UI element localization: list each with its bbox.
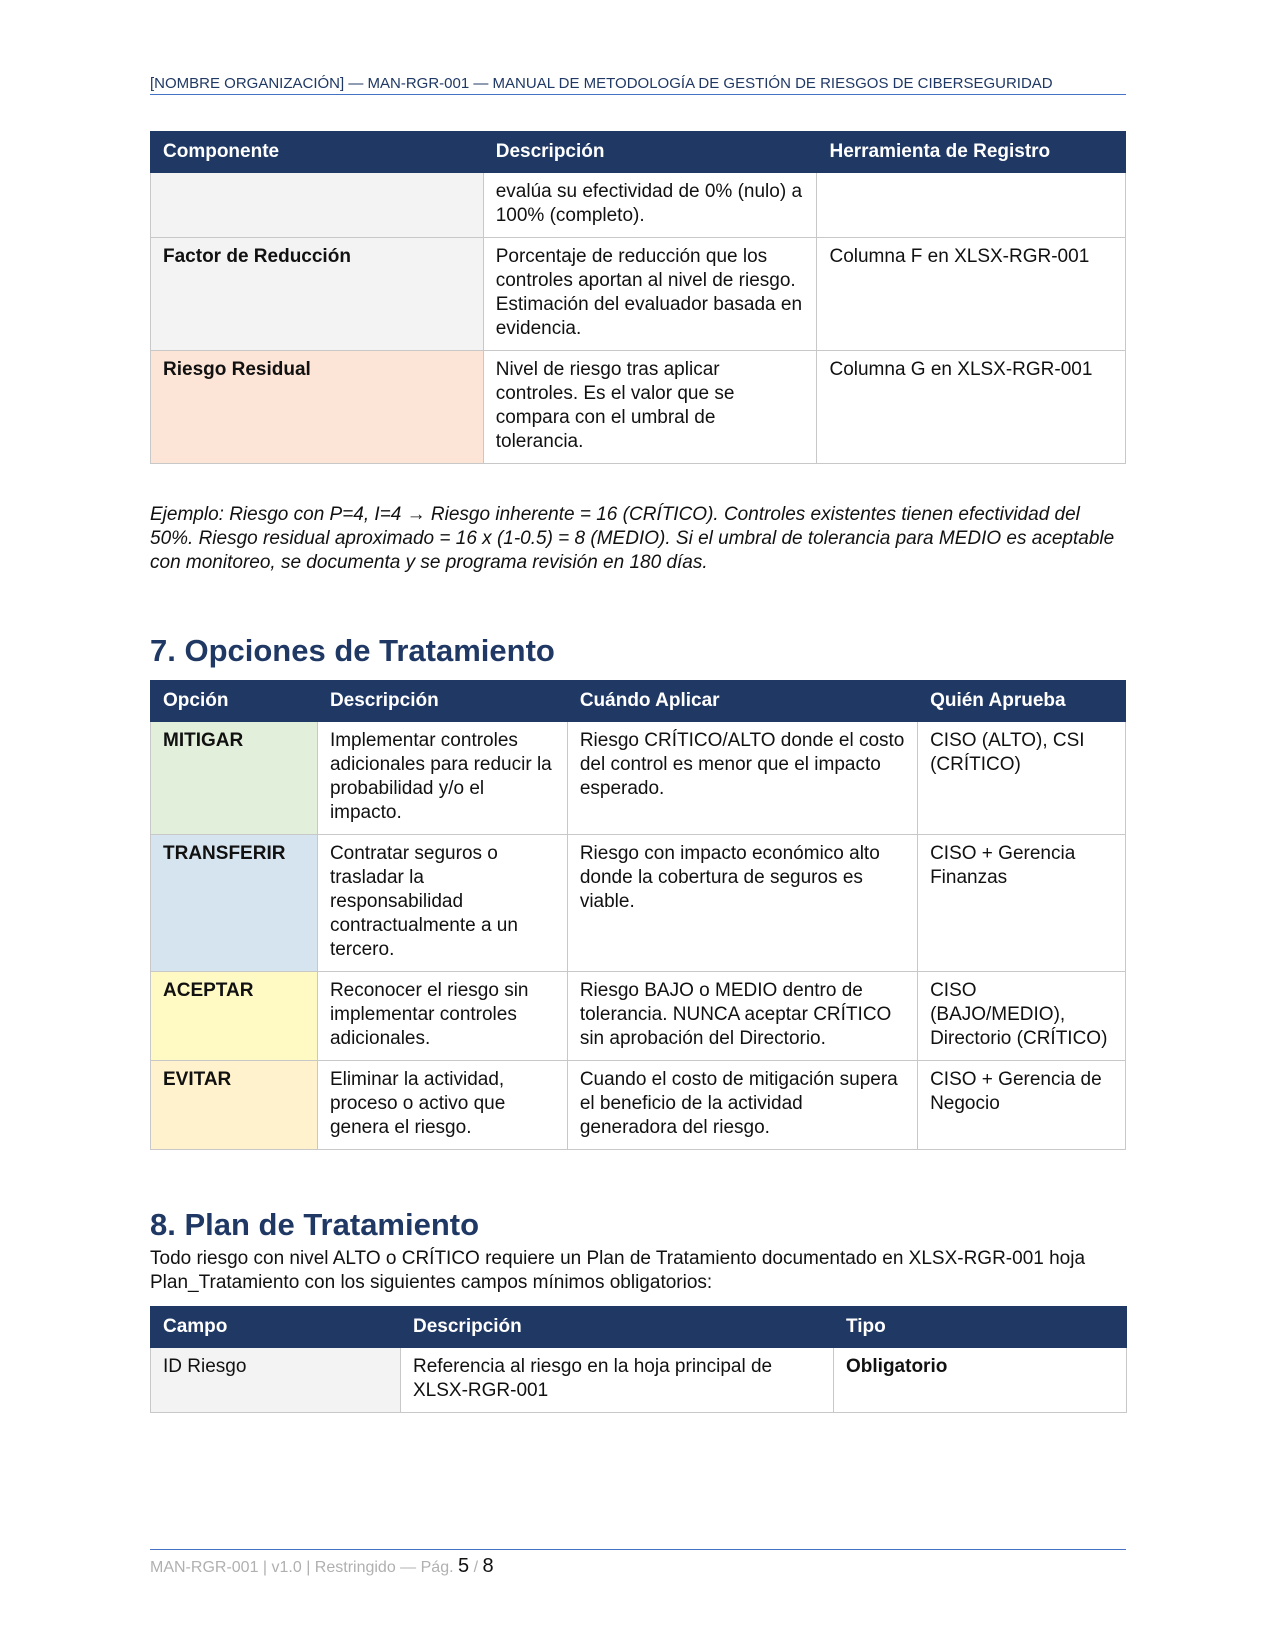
component-name: Factor de Reducción [151,238,484,351]
option-description: Eliminar la actividad, proceso o activo que genera el riesgo. [317,1061,567,1150]
column-header: Cuándo Aplicar [567,681,917,722]
option-when: Riesgo con impacto económico alto donde la cobertura de seguros es viable. [567,835,917,972]
component-name: Riesgo Residual [151,351,484,464]
option-approver: CISO (ALTO), CSI (CRÍTICO) [918,722,1126,835]
column-header: Descripción [483,132,817,173]
treatment-options-table [150,680,1126,1150]
option-when: Riesgo BAJO o MEDIO dentro de tolerancia. NUNCA aceptar CRÍTICO sin aprobación del Directorio. [567,972,917,1061]
component-description: evalúa su efectividad de 0% (nulo) a 100% (completo). [483,173,817,238]
document-page [150,0,1126,1413]
column-header: Descripción [401,1307,834,1348]
option-when: Riesgo CRÍTICO/ALTO donde el costo del control es menor que el impacto esperado. [567,722,917,835]
column-header: Quién Aprueba [918,681,1126,722]
option-name: ACEPTAR [151,972,318,1061]
table-row [151,351,1126,464]
treatment-plan-fields-table [150,1306,1127,1413]
footer-text: MAN-RGR-001 | v1.0 | Restringido — Pág. [150,1559,454,1576]
table-row [151,1348,1127,1413]
column-header: Componente [151,132,484,173]
option-name: TRANSFERIR [151,835,318,972]
section-8-intro: Todo riesgo con nivel ALTO o CRÍTICO requiere un Plan de Tratamiento documentado en XLSX-RGR-001 hoja Plan_Tratamiento con los siguientes campos mínimos obligatorios: [150,1248,1086,1293]
section-8-heading: 8. Plan de Tratamiento [150,1207,480,1242]
option-name: EVITAR [151,1061,318,1150]
table-header-row [151,132,1126,173]
table-row [151,173,1126,238]
table-row [151,972,1126,1061]
option-approver: CISO + Gerencia Finanzas [918,835,1126,972]
component-name [151,173,484,238]
option-description: Contratar seguros o trasladar la responsabilidad contractualmente a un tercero. [317,835,567,972]
example-paragraph: Ejemplo: Riesgo con P=4, I=4 → Riesgo inherente = 16 (CRÍTICO). Controles existentes tienen efectividad del 50%. Riesgo residual aproximado = 16 x (1-0.5) = 8 (MEDIO). Si el umbral de tolerancia para MEDIO es aceptable con monitoreo, se documenta y se programa revisión en 180 días. [150,504,1115,573]
column-header: Descripción [317,681,567,722]
section-7-heading: 7. Opciones de Tratamiento [150,633,555,668]
component-description: Nivel de riesgo tras aplicar controles. Es el valor que se compara con el umbral de tolerancia. [483,351,817,464]
page-number: 5 [457,1555,470,1577]
component-tool: Columna G en XLSX-RGR-001 [817,351,1126,464]
running-header: [NOMBRE ORGANIZACIÓN] — MAN-RGR-001 — MANUAL DE METODOLOGÍA DE GESTIÓN DE RIESGOS DE CIBERSEGURIDAD [150,74,1126,95]
option-name: MITIGAR [151,722,318,835]
column-header: Campo [151,1307,401,1348]
option-description: Reconocer el riesgo sin implementar controles adicionales. [317,972,567,1061]
option-when: Cuando el costo de mitigación supera el beneficio de la actividad generadora del riesgo. [567,1061,917,1150]
page-separator: / [473,1559,479,1576]
field-description: Referencia al riesgo en la hoja principal de XLSX-RGR-001 [401,1348,834,1413]
table-row [151,1061,1126,1150]
table-header-row [151,1307,1127,1348]
option-description: Implementar controles adicionales para reducir la probabilidad y/o el impacto. [317,722,567,835]
field-name: ID Riesgo [151,1348,401,1413]
option-approver: CISO (BAJO/MEDIO), Directorio (CRÍTICO) [918,972,1126,1061]
page-total: 8 [482,1555,494,1577]
page-footer [150,1549,1126,1578]
option-approver: CISO + Gerencia de Negocio [918,1061,1126,1150]
controls-table [150,131,1126,464]
table-row [151,835,1126,972]
component-tool [817,173,1126,238]
table-row [151,238,1126,351]
column-header: Opción [151,681,318,722]
component-tool: Columna F en XLSX-RGR-001 [817,238,1126,351]
field-type: Obligatorio [834,1348,1127,1413]
column-header: Tipo [834,1307,1127,1348]
table-header-row [151,681,1126,722]
column-header: Herramienta de Registro [817,132,1126,173]
table-row [151,722,1126,835]
component-description: Porcentaje de reducción que los controles aportan al nivel de riesgo. Estimación del evaluador basada en evidencia. [483,238,817,351]
